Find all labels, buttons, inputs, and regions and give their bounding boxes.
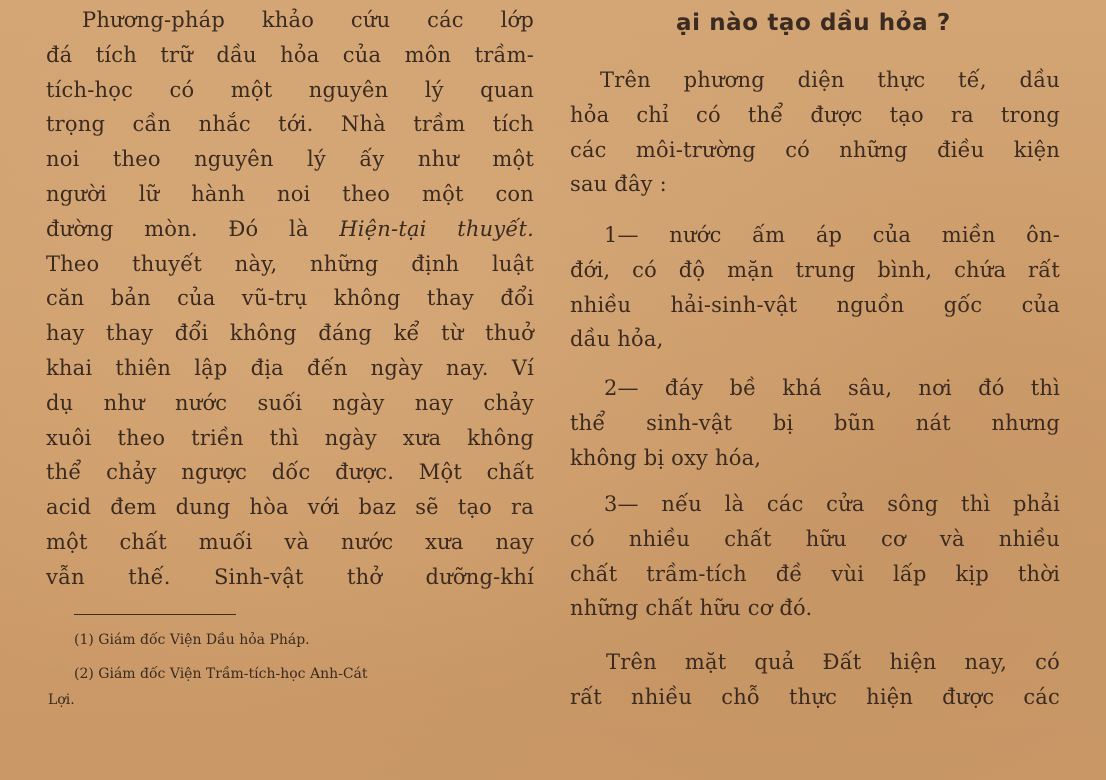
text-line: Trên phương diện thực tế, dầu	[600, 68, 1060, 92]
text-line: 2— đáy bề khá sâu, nơi đó thì	[604, 376, 1060, 400]
footnote-2-continued: Lợi.	[48, 692, 75, 708]
text-line: khai thiên lập địa đến ngày nay. Ví	[46, 355, 534, 380]
text-line: đá tích trữ dầu hỏa của môn trầm-	[46, 42, 534, 67]
text-line	[46, 212, 534, 247]
text-line: noi theo nguyên lý ấy như một	[46, 147, 534, 172]
section-title: ại nào tạo dầu hỏa ?	[676, 10, 951, 36]
text-line: một chất muối và nước xưa nay	[46, 529, 534, 554]
text-line: nhiều hải-sinh-vật nguồn gốc của	[570, 292, 1060, 317]
text-line: Trên mặt quả Đất hiện nay, có	[606, 650, 1060, 674]
text-line: đới, có độ mặn trung bình, chứa rất	[570, 257, 1060, 282]
paragraph	[570, 63, 1060, 202]
text-line: rất nhiều chỗ thực hiện được các	[570, 684, 1060, 709]
text-line: trọng cần nhắc tới. Nhà trầm tích	[46, 112, 534, 137]
text-line: người lữ hành noi theo một con	[46, 181, 534, 206]
text-run: đường mòn. Đó là	[46, 216, 340, 241]
text-line: thể chảy ngược dốc được. Một chất	[46, 460, 534, 485]
text-line: 3— nếu là các cửa sông thì phải	[604, 492, 1060, 516]
paragraph	[570, 371, 1060, 475]
text-line: chất trầm-tích đề vùi lấp kịp thời	[570, 561, 1060, 586]
footnote-2: (2) Giám đốc Viện Trầm-tích-học Anh-Cát	[74, 666, 368, 682]
text-line: vẫn thế. Sinh-vật thở dưỡng-khí	[46, 564, 534, 589]
text-line: sau đây :	[570, 172, 667, 197]
text-line: dầu hỏa,	[570, 327, 664, 352]
left-column-text	[46, 0, 534, 595]
text-line: hỏa chỉ có thể được tạo ra trong	[570, 102, 1060, 127]
left-column	[46, 0, 534, 595]
text-line: không bị oxy hóa,	[570, 445, 762, 470]
text-line: căn bản của vũ-trụ không thay đổi	[46, 286, 534, 311]
paragraph	[570, 645, 1060, 715]
text-line: thể sinh-vật bị bũn nát nhưng	[570, 410, 1060, 435]
text-line: các môi-trường có những điều kiện	[570, 137, 1060, 162]
text-line: acid đem dung hòa với baz sẽ tạo ra	[46, 495, 534, 520]
text-line: 1— nước ấm áp của miền ôn-	[604, 223, 1060, 247]
italic-term: Hiện-tại thuyết.	[339, 216, 535, 241]
paragraph	[570, 218, 1060, 357]
text-line: những chất hữu cơ đó.	[570, 596, 813, 621]
text-line: Phương-pháp khảo cứu các lớp	[82, 8, 534, 32]
text-line: có nhiều chất hữu cơ và nhiều	[570, 526, 1060, 551]
footnote-divider	[74, 614, 236, 615]
paragraph	[570, 487, 1060, 626]
text-line: tích-học có một nguyên lý quan	[46, 77, 534, 102]
footnote-1: (1) Giám đốc Viện Dầu hỏa Pháp.	[74, 632, 310, 648]
footnotes	[48, 628, 538, 712]
text-line: xuôi theo triền thì ngày xưa không	[46, 425, 534, 450]
text-line: dụ như nước suối ngày nay chảy	[46, 390, 534, 415]
text-line: hay thay đổi không đáng kể từ thuở	[46, 321, 534, 346]
text-line: Theo thuyết này, những định luật	[46, 251, 534, 276]
